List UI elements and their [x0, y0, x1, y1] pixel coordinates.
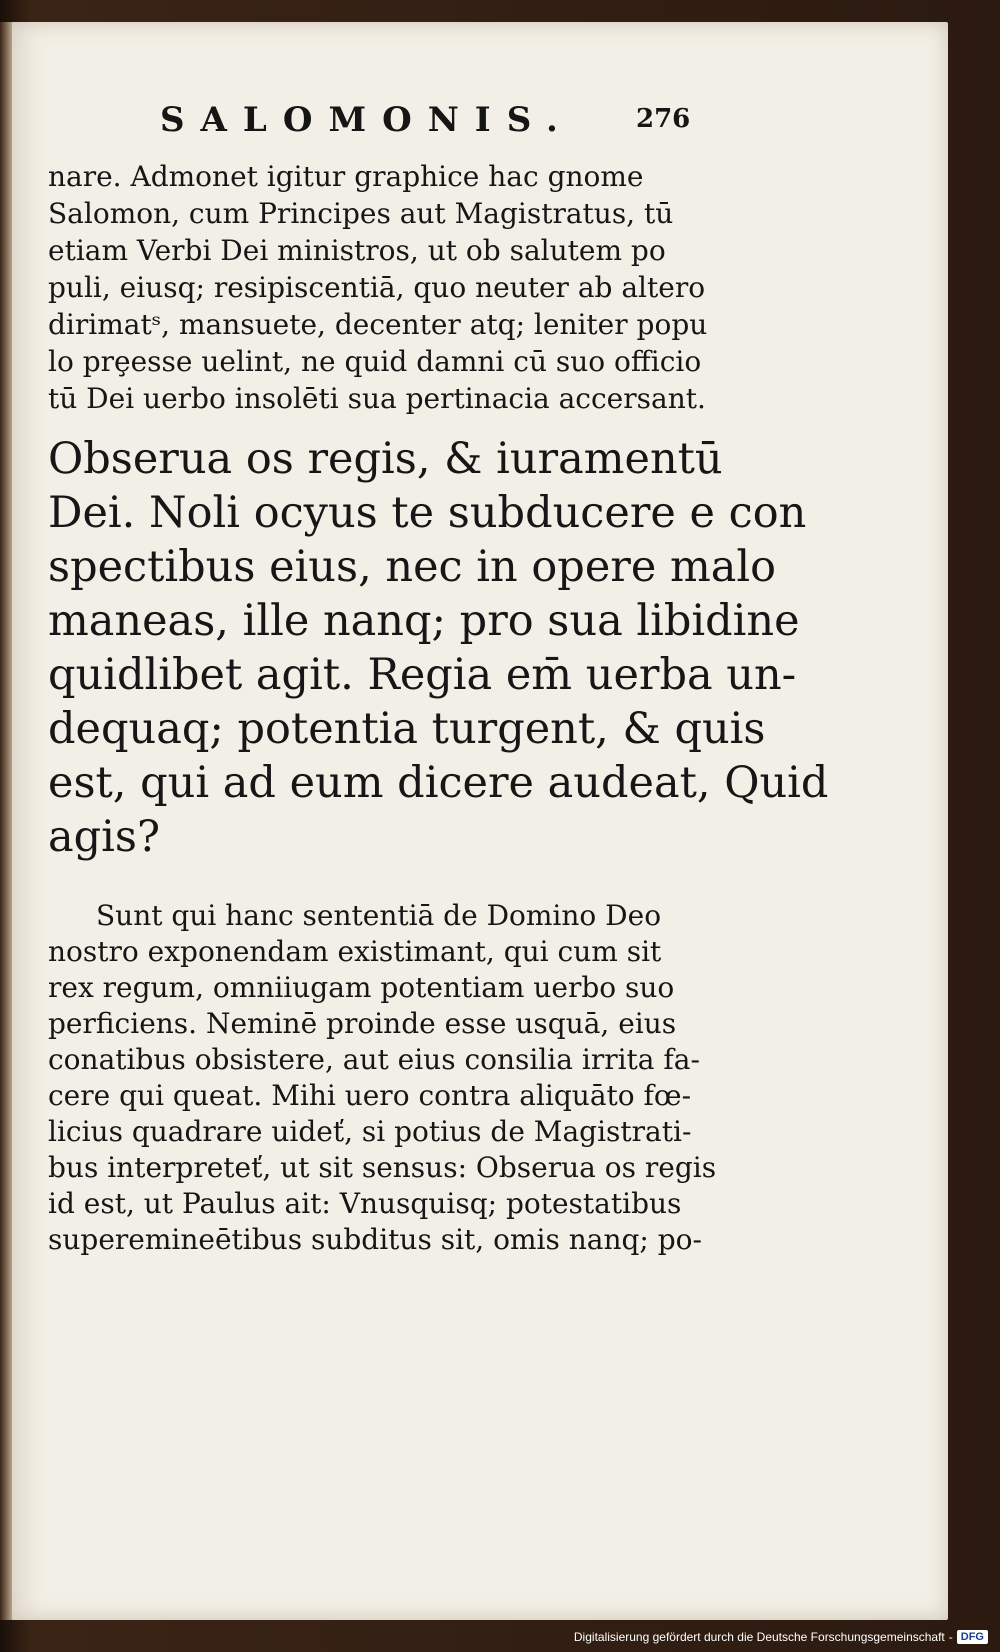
text-line: rex regum, omniiugam potentiam uerbo suo — [48, 971, 675, 1004]
dfg-logo-icon: DFG — [957, 1630, 988, 1644]
digitization-credit: Digitalisierung gefördert durch die Deutsche Forschungsgemeinschaft - DFG — [574, 1628, 988, 1646]
text-line: Sunt qui hanc sententiā de Domino Deo — [96, 899, 662, 932]
commentary-paragraph-1 — [48, 158, 728, 417]
text-line: tū Dei uerbo insolēti sua pertinacia accersant. — [48, 382, 706, 415]
credit-text: Digitalisierung gefördert durch die Deutsche Forschungsgemeinschaft — [573, 1630, 945, 1644]
scripture-line: maneas, ille nanq; pro sua libidine — [48, 596, 800, 646]
scripture-passage — [48, 432, 829, 864]
scripture-line: dequaq; potentia turgent, & quis — [48, 704, 766, 754]
text-line: perficiens. Neminē proinde esse usquā, eius — [48, 1007, 677, 1040]
commentary-paragraph-2 — [48, 898, 728, 1258]
scripture-line: agis? — [48, 812, 161, 862]
running-title: SALOMONIS. — [160, 100, 574, 140]
text-line: nostro exponendam existimant, qui cum sit — [48, 935, 662, 968]
text-line: Salomon, cum Principes aut Magistratus, tū — [48, 197, 674, 230]
text-line: bus interpreteť, ut sit sensus: Obserua os regis — [48, 1151, 717, 1184]
page-number: 276 — [636, 104, 691, 134]
text-line: etiam Verbi Dei ministros, ut ob salutem po — [48, 234, 666, 267]
text-line: licius quadrare uideť, si potius de Magistrati- — [48, 1115, 692, 1148]
scripture-line: quidlibet agit. Regia em̄ uerba un- — [48, 650, 797, 700]
text-line: lo prȩesse uelint, ne quid damni cū suo officio — [48, 345, 702, 378]
text-line: nare. Admonet igitur graphice hac gnome — [48, 160, 644, 193]
text-line: id est, ut Paulus ait: Vnusquisq; potestatibus — [48, 1187, 682, 1220]
text-line: superemineētibus subditus sit, omis nanq; po- — [48, 1223, 702, 1256]
text-line: conatibus obsistere, aut eius consilia irrita fa- — [48, 1043, 700, 1076]
scripture-line: spectibus eius, nec in opere malo — [48, 542, 776, 592]
scripture-line: est, qui ad eum dicere audeat, Quid — [48, 758, 829, 808]
scripture-line: Dei. Noli ocyus te subducere e con — [48, 488, 807, 538]
text-line: cere qui queat. Mihi uero contra aliquāto fœ- — [48, 1079, 692, 1112]
text-line: puli, eiusq; resipiscentiā, quo neuter ab altero — [48, 271, 706, 304]
scripture-line: Obserua os regis, & iuramentū — [48, 434, 723, 484]
text-line: dirimatˢ, mansuete, decenter atq; leniter popu — [48, 308, 708, 341]
